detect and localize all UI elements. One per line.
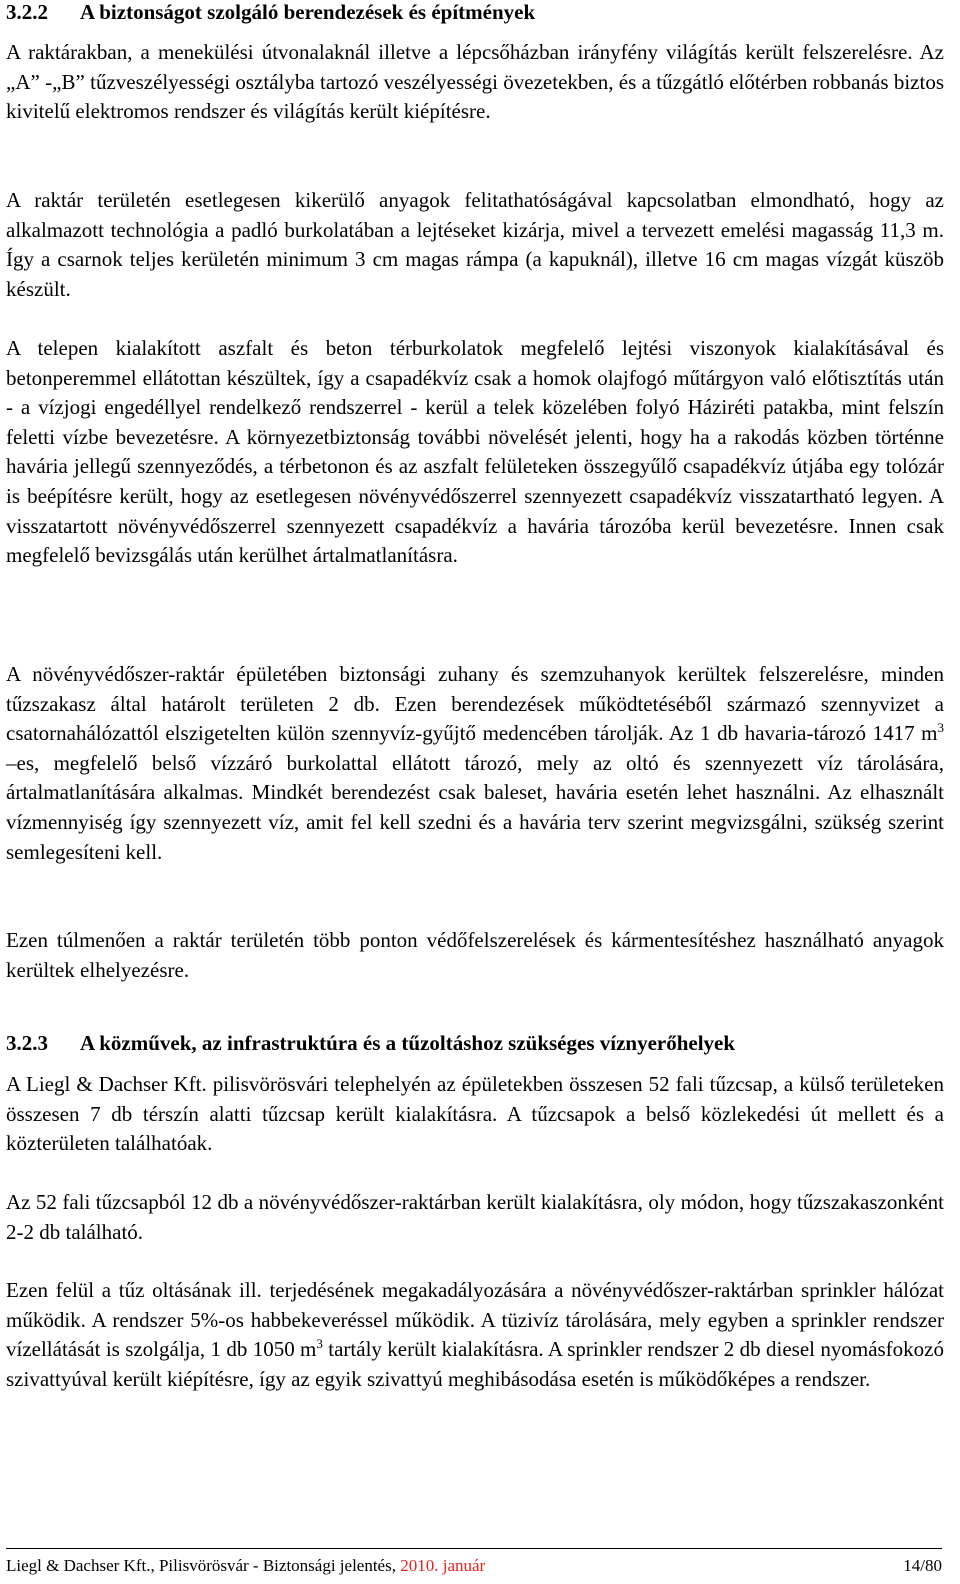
paragraph-safety-showers (6, 660, 944, 867)
paragraph-protective-equipment: Ezen túlmenően a raktár területén több ponton védőfelszerelések és kármentesítéshez használható anyagok kerültek elhelyezésre. (6, 928, 944, 982)
paragraph-warehouse-floor: A raktár területén esetlegesen kikerülő anyagok felitathatóságával kapcsolatban elmondható, hogy az alkalmazott technológia a padló burkolatában a lejtéseket kizárja, mivel a tervezett emelési magasság 11,3 m. Így a csarnok teljes kerületén minimum 3 cm magas rámpa (a kapuknál), illetve 16 cm magas vízgát küszöb készült. (6, 188, 944, 301)
superscript: 3 (316, 1336, 323, 1352)
footer-document-info (6, 1555, 485, 1577)
text-run: Ezen felül a tűz oltásának ill. terjedésének megakadályozására a növényvédőszer-raktárban sprinkler hálózat működik. A rendszer 5%-os habbekeveréssel működik. A tüzivíz tárolására, mely egyben a sprinkler rendszer vízellátását is szolgálja, 1 db 1050 m (6, 1278, 944, 1362)
paragraph-lighting: A raktárakban, a menekülési útvonalaknál illetve a lépcsőházban irányfény világítás került felszerelésre. Az „A” -„B” tűzveszélyességi osztályba tartozó veszélyességi övezetekben, és a tűzgátló előtérben robbanás biztos kivitelű elektromos rendszer és világítás került kiépítésre. (6, 40, 944, 124)
paragraph-pavement-drainage: A telepen kialakított aszfalt és beton térburkolatok megfelelő lejtési viszonyok kialakításával és betonperemmel ellátottan készültek, így a csapadékvíz csak a homok olajfogó műtárgyon való előtisztítás után - a vízjogi engedéllyel rendelkező rendszerrel - kerül a telek közelében folyó Háziréti patakba, mint felszín feletti vízbe bevezetésre. A környezetbiztonság további növelését jelenti, hogy ha a rakodás közben történne havária jellegű szennyeződés, a térbetonon és az aszfalt felületeken összegyűlő csapadékvíz útjába egy tolózár is beépítésre került, hogy az esetlegesen növényvédőszerrel szennyezett csapadékvíz visszatartható legyen. A visszatartott növényvédőszerrel szennyezett csapadékvíz a havária tározóba kerül bevezetésre. Innen csak megfelelő bevizsgálás után kerülhet ártalmatlanításra. (6, 336, 944, 568)
section-title: A biztonságot szolgáló berendezések és építmények (80, 0, 536, 24)
footer-company-title: Liegl & Dachser Kft., Pilisvörösvár - Biztonsági jelentés, (6, 1556, 401, 1575)
paragraph-wall-hydrants: Az 52 fali tűzcsapból 12 db a növényvédőszer-raktárban került kialakításra, oly módon, hogy tűzszakaszonként 2-2 db található. (6, 1190, 944, 1244)
page-footer (6, 1548, 942, 1577)
section-number: 3.2.3 (6, 1031, 48, 1055)
section-heading-3-2-3 (6, 1031, 735, 1055)
section-number: 3.2.2 (6, 0, 48, 24)
section-heading-3-2-2 (6, 0, 535, 24)
paragraph-fire-hydrants: A Liegl & Dachser Kft. pilisvörösvári telephelyén az épületekben összesen 52 fali tűzcsap, a külső területeken összesen 7 db térszín alatti tűzcsap került kialakításra. A tűzcsapok a belső közlekedési út mellett és a közterületen találhatóak. (6, 1072, 944, 1156)
section-title: A közművek, az infrastruktúra és a tűzoltáshoz szükséges víznyerőhelyek (80, 1031, 736, 1055)
paragraph-sprinkler-system (6, 1276, 944, 1394)
footer-page-number: 14/80 (903, 1556, 942, 1575)
superscript: 3 (937, 720, 944, 736)
footer-date: 2010. január (400, 1556, 486, 1575)
text-run: –es, megfelelő belső vízzáró burkolattal ellátott tározó, mely az oltó és szennyezett víz tárolására, ártalmatlanítására alkalmas. Mindkét berendezést csak baleset, havária esetén lehet használni. Az elhasznált vízmennyiség így szennyezett víz, amit fel kell szedni és a havária terv szerint megvizsgálni, szükség szerint semlegesíteni kell. (6, 750, 944, 864)
text-run: A növényvédőszer-raktár épületében biztonsági zuhany és szemzuhanyok kerültek felszerelésre, minden tűzszakasz által határolt területen 2 db. Ezen berendezések működtetéséből származó szennyvizet a csatornahálózattól elszigetelten külön szennyvíz-gyűjtő medencében tárolják. Az 1 db havaria-tározó 1417 m (6, 662, 944, 746)
text-run: tartály került kialakításra. A sprinkler rendszer 2 db diesel nyomásfokozó szivattyúval került kiépítésre, így az egyik szivattyú meghibásodása esetén is működőképes a rendszer. (6, 1337, 944, 1391)
